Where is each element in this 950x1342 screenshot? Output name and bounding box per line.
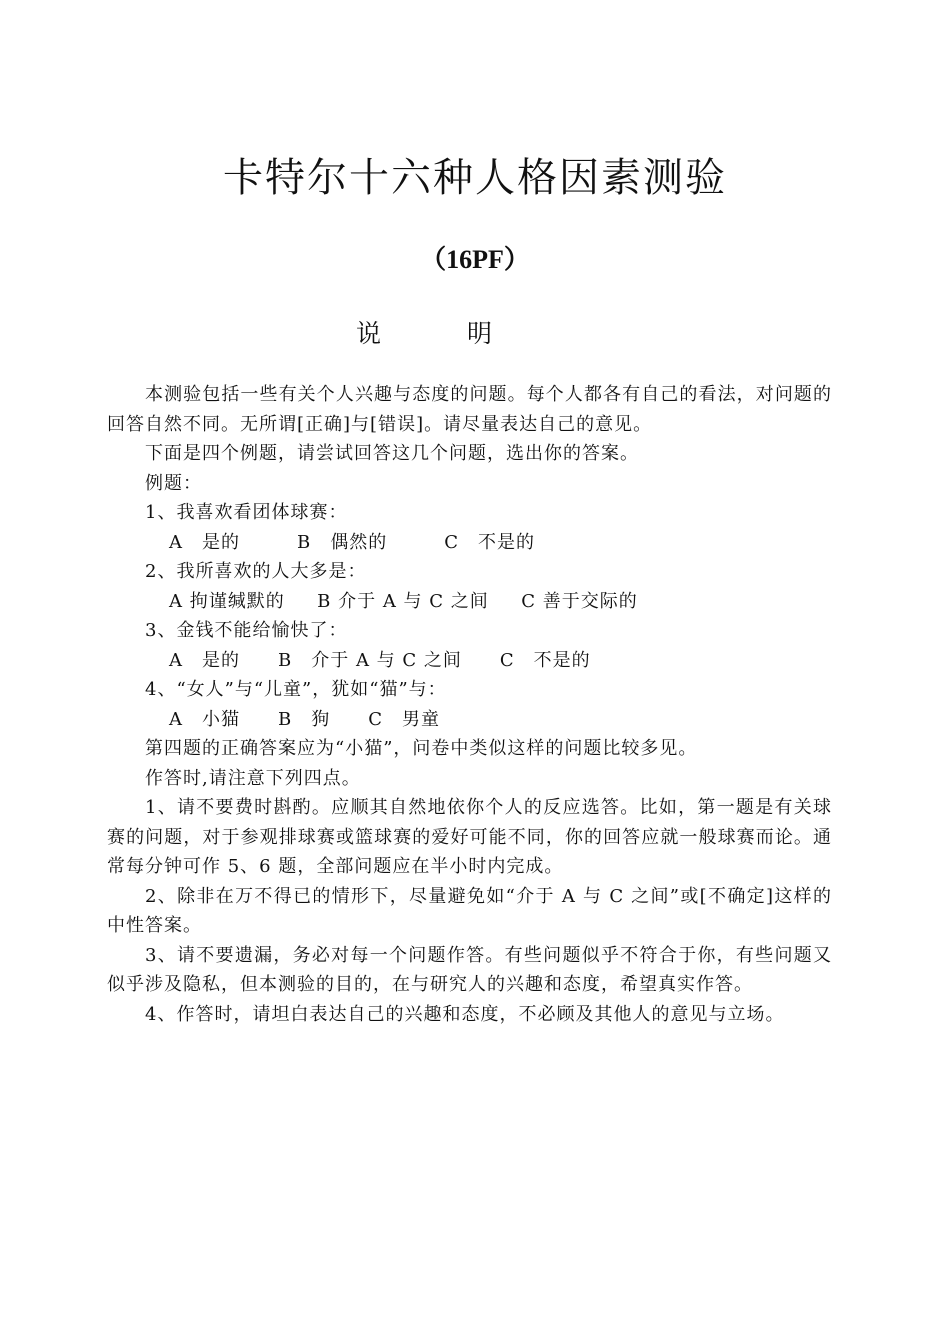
instructions-body bbox=[107, 380, 832, 1029]
example-question-3: 3、金钱不能给愉快了： bbox=[145, 620, 348, 641]
rule-paragraph-4: 4、作答时，请坦白表达自己的兴趣和态度，不必顾及其他人的意见与立场。 bbox=[145, 1003, 785, 1025]
examples-label: 例题： bbox=[145, 472, 202, 494]
rule-paragraph-3: 3、请不要遗漏，务必对每一个问题作答。有些问题似乎不符合于你，有些问题又似乎涉及隐私，但本测验的目的，在与研究人的兴趣和态度，希望真实作答。 bbox=[107, 944, 832, 995]
rule-paragraph-2: 2、除非在万不得已的情形下，尽量避免如“介于 A 与 C 之间”或[不确定]这样的中性答案。 bbox=[107, 885, 832, 936]
rule-paragraph-1: 1、请不要费时斟酌。应顺其自然地依你个人的反应选答。比如，第一题是有关球赛的问题，对于参观排球赛或篮球赛的爱好可能不同，你的回答应就一般球赛而论。通常每分钟可作 5、6 题，全部问题应在半小时内完成。 bbox=[107, 797, 832, 877]
example-question-4: 4、“女人”与“儿童”，犹如“猫”与： bbox=[145, 679, 447, 700]
document-subtitle: （16PF） bbox=[420, 245, 530, 274]
example-question-2: 2、我所喜欢的人大多是： bbox=[145, 561, 367, 582]
answer-note: 第四题的正确答案应为“小猫”，问卷中类似这样的问题比较多见。 bbox=[145, 738, 698, 759]
example-options-4: A 小猫 B 狗 C 男童 bbox=[169, 708, 440, 730]
example-options-3: A 是的 B 介于 A 与 C 之间 C 不是的 bbox=[169, 649, 591, 671]
intro-examples-note: 下面是四个例题，请尝试回答这几个问题，选出你的答案。 bbox=[145, 443, 639, 464]
example-options-1: A 是的 B 偶然的 C 不是的 bbox=[169, 531, 535, 553]
instructions-label: 作答时,请注意下列四点。 bbox=[145, 767, 361, 789]
example-question-1: 1、我喜欢看团体球赛： bbox=[145, 502, 348, 523]
document-title: 卡特尔十六种人格因素测验 bbox=[223, 155, 727, 201]
section-heading-left: 说 bbox=[356, 319, 382, 348]
example-options-2: A 拘谨缄默的 B 介于 A 与 C 之间 C 善于交际的 bbox=[169, 590, 638, 612]
section-heading-right: 明 bbox=[467, 319, 493, 348]
intro-paragraph: 本测验包括一些有关个人兴趣与态度的问题。每个人都各有自己的看法，对问题的回答自然不同。无所谓[正确]与[错误]。请尽量表达自己的意见。 bbox=[107, 384, 832, 435]
